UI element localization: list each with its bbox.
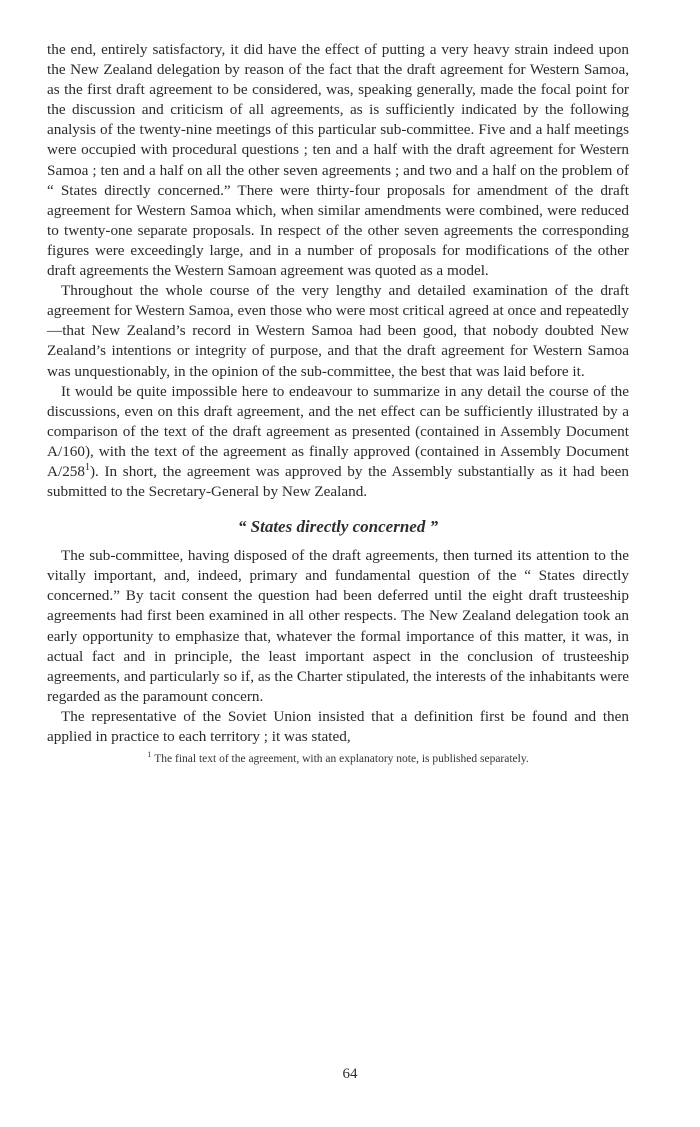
paragraph-4: The sub-committee, having disposed of the draft agreements, then turned its attention to the vitally important, and, indeed, primary and fundamental question of the “ States directly concerned.” By tacit consent the question had been deferred until the eight draft trusteeship agreements had first been examined in all other respects. The New Zealand delegation took an early opportunity to emphasize that, whatever the formal importance of this matter, it was, in actual fact and in principle, the least important aspect in the conclusion of trusteeship agreements, and particularly so if, as the Charter stipulated, the interests of the inhabitants were regarded as the paramount concern. xyxy=(47,547,629,705)
footnote-reference: 1 xyxy=(84,461,90,473)
section-heading: “ States directly concerned ” xyxy=(237,517,439,537)
footnote-mark: 1 xyxy=(147,750,152,760)
page-number: 64 xyxy=(342,1066,358,1082)
paragraph-3-text-after: ). In short, the agreement was approved by the Assembly substantially as it had been submitted to the Secretary-General by New Zealand. xyxy=(47,462,629,501)
paragraph-1: the end, entirely satisfactory, it did have the effect of putting a very heavy strain indeed upon the New Zealand delegation by reason of the fact that the draft agreement for Western Samoa, as the first draft agreement to be considered, was, speaking generally, made the focal point for the discussion and criticism of all agreements, as is sufficiently indicated by the following analysis of the twenty-nine meetings of this particular sub-committee. Five and a half meetings were occupied with procedural questions ; ten and a half with the draft agreement for Western Samoa ; ten and a half on all the other seven agreements ; and two and a half on the problem of “ States directly concerned.” There were thirty-four proposals for amendment of the draft agreement for Western Samoa which, when similar amendments were combined, were reduced to twenty-one separate proposals. In respect of the other seven agreements the corresponding figures were exceedingly large, and in a number of proposals for modifications of the other draft agreements the Western Samoan agreement was quoted as a model. xyxy=(47,41,629,280)
page-body xyxy=(47,40,629,767)
paragraph-3 xyxy=(47,382,629,503)
paragraph-2: Throughout the whole course of the very lengthy and detailed examination of the draft agreement for Western Samoa, even those who were most critical agreed at once and repeatedly—that New Zealand’s record in Western Samoa had been good, that nobody doubted New Zealand’s intentions or integrity of purpose, and that the draft agreement for Western Samoa was unquestionably, in the opinion of the sub-committee, the best that was laid before it. xyxy=(47,282,629,380)
footnote-text: The final text of the agreement, with an explanatory note, is published separately. xyxy=(154,753,529,766)
paragraph-3-text-before: It would be quite impossible here to endeavour to summarize in any detail the course of the discussions, even on this draft agreement, and the net effect can be sufficiently illustrated by a comparison of the text of the draft agreement as presented (contained in Assembly Document A/160), with the text of the agreement as finally approved (contained in Assembly Document A/258 xyxy=(47,382,629,480)
paragraph-5: The representative of the Soviet Union insisted that a definition first be found and then applied in practice to each territory ; it was stated, xyxy=(47,707,629,745)
footnote xyxy=(47,752,629,767)
